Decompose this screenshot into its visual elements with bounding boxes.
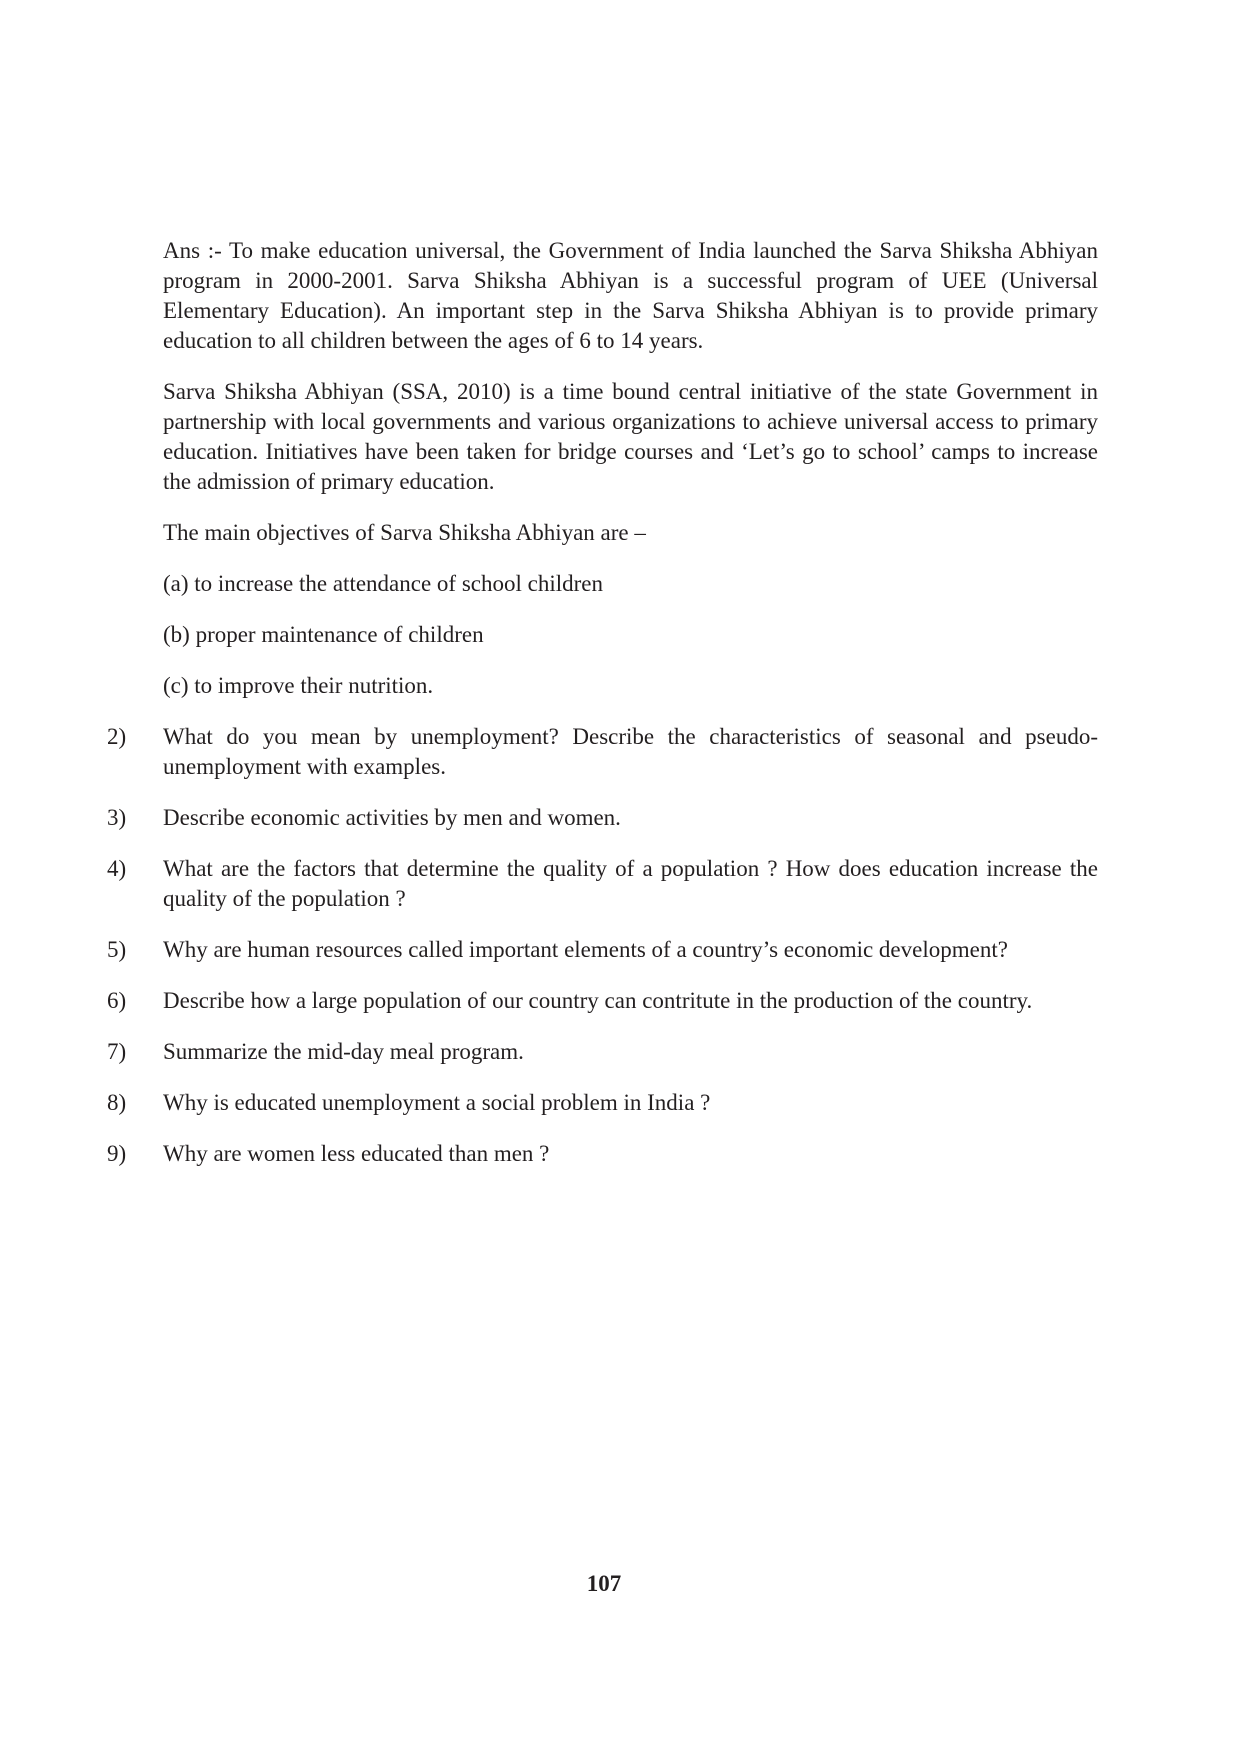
question-text: Why are human resources called important elements of a country’s economic development? (163, 937, 1008, 962)
question-item (107, 1088, 1098, 1118)
question-list (107, 722, 1098, 1169)
answer-paragraph: Sarva Shiksha Abhiyan (SSA, 2010) is a time bound central initiative of the state Government in partnership with local governments and various organizations to achieve universal access to primary education. Initiatives have been taken for bridge courses and ‘Let’s go to school’ camps to increase the admission of primary education. (163, 379, 1098, 494)
objective-item: (a) to increase the attendance of school children (163, 571, 603, 596)
question-item (107, 722, 1098, 782)
question-item (107, 803, 1098, 833)
question-text: Why are women less educated than men ? (163, 1141, 550, 1166)
question-item (107, 1037, 1098, 1067)
question-item (107, 1139, 1098, 1169)
question-text: Why is educated unemployment a social problem in India ? (163, 1090, 711, 1115)
page-number: 107 (586, 1571, 622, 1596)
question-number: 9) (107, 1141, 127, 1166)
question-item (107, 854, 1098, 914)
question-text: What do you mean by unemployment? Describe the characteristics of seasonal and pseudo-unemployment with examples. (163, 724, 1098, 779)
objective-item: (b) proper maintenance of children (163, 622, 484, 647)
page-content (107, 236, 1098, 1190)
objectives-intro: The main objectives of Sarva Shiksha Abhiyan are – (163, 520, 646, 545)
question-number: 2) (107, 724, 127, 749)
question-text: Describe economic activities by men and women. (163, 805, 621, 830)
answer-paragraph: Ans :- To make education universal, the Government of India launched the Sarva Shiksha Abhiyan program in 2000-2001. Sarva Shiksha Abhiyan is a successful program of UEE (Universal Elementary Education). An important step in the Sarva Shiksha Abhiyan is to provide primary education to all children between the ages of 6 to 14 years. (163, 238, 1098, 353)
question-number: 3) (107, 805, 127, 830)
question-number: 6) (107, 988, 127, 1013)
objective-item: (c) to improve their nutrition. (163, 673, 434, 698)
question-text: Describe how a large population of our country can contritute in the production of the country. (163, 988, 1033, 1013)
question-text: What are the factors that determine the quality of a population ? How does education increase the quality of the population ? (163, 856, 1098, 911)
question-item (107, 986, 1098, 1016)
question-item (107, 935, 1098, 965)
question-text: Summarize the mid-day meal program. (163, 1039, 524, 1064)
question-number: 4) (107, 856, 127, 881)
question-number: 8) (107, 1090, 127, 1115)
question-number: 5) (107, 937, 127, 962)
question-number: 7) (107, 1039, 127, 1064)
